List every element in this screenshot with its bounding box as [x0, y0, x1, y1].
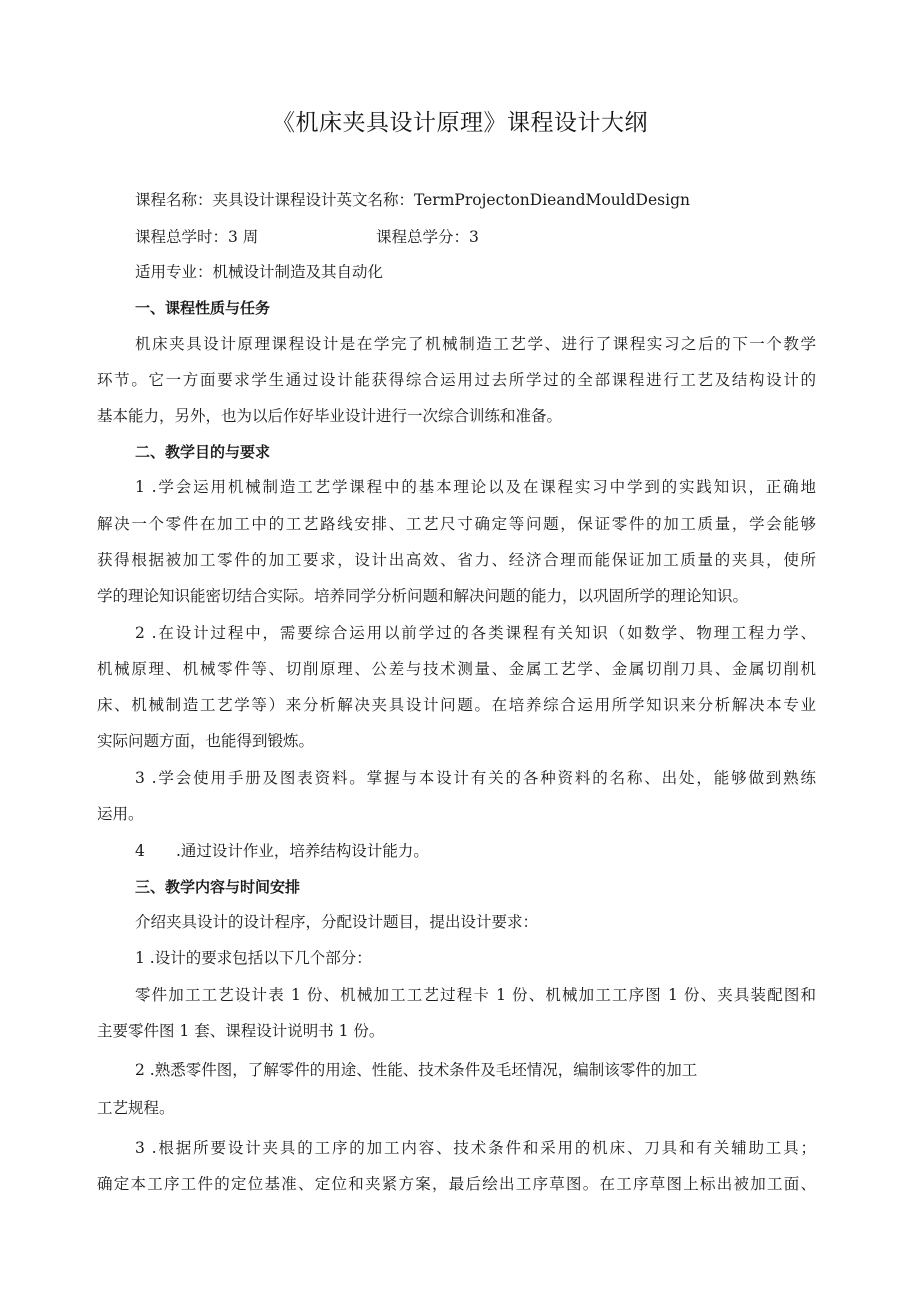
paragraph-line: 床、机械制造工艺学等）来分析解决夹具设计问题。在培养综合运用所学知识来分析解决本专业	[97, 696, 816, 714]
paragraph-line: 零件加工工艺设计表 1 份、机械加工工艺过程卡 1 份、机械加工工序图 1 份、夹具装配图和	[135, 986, 816, 1004]
section-heading-1: 一、课程性质与任务	[135, 299, 271, 317]
section-heading-3: 三、教学内容与时间安排	[135, 878, 301, 896]
paragraph-line: .通过设计作业，培养结构设计能力。	[176, 842, 429, 860]
paragraph-line: 介绍夹具设计的设计程序，分配设计题目，提出设计要求：	[135, 913, 539, 931]
course-hours: 课程总学时：3 周	[135, 228, 259, 246]
paragraph-line: 2 .在设计过程中，需要综合运用以前学过的各类课程有关知识（如数学、物理工程力学、	[135, 624, 816, 642]
paragraph-line: 机床夹具设计原理课程设计是在学完了机械制造工艺学、进行了课程实习之后的下一个教学	[135, 335, 816, 353]
paragraph-line: 机械原理、机械零件等、切削原理、公差与技术测量、金属工艺学、金属切削刀具、金属切削机	[97, 660, 816, 678]
paragraph-line: 工艺规程。	[97, 1099, 175, 1117]
paragraph-line: 2 .熟悉零件图，了解零件的用途、性能、技术条件及毛坯情况，编制该零件的加工	[135, 1061, 698, 1079]
paragraph-line: 主要零件图 1 套、课程设计说明书 1 份。	[97, 1022, 385, 1040]
course-name-line: 课程名称：夹具设计课程设计英文名称：TermProjectonDieandMouldDesign	[135, 191, 690, 209]
paragraph-line: 运用。	[97, 805, 144, 823]
course-credits: 课程总学分：3	[376, 228, 479, 246]
paragraph-line: 获得根据被加工零件的加工要求，设计出高效、省力、经济合理而能保证加工质量的夹具，使所	[97, 551, 816, 569]
document-title: 《机床夹具设计原理》课程设计大纲	[272, 110, 648, 136]
paragraph-line: 基本能力，另外，也为以后作好毕业设计进行一次综合训练和准备。	[97, 407, 563, 425]
section-heading-2: 二、教学目的与要求	[135, 443, 271, 461]
paragraph-line: 1 .设计的要求包括以下几个部分：	[135, 949, 372, 967]
paragraph-line: 1 .学会运用机械制造工艺学课程中的基本理论以及在课程实习中学到的实践知识，正确地	[135, 478, 816, 496]
paragraph-line: 学的理论知识能密切结合实际。培养同学分析问题和解决问题的能力，以巩固所学的理论知识。	[97, 587, 749, 605]
paragraph-line: 环节。它一方面要求学生通过设计能获得综合运用过去所学过的全部课程进行工艺及结构设计的	[97, 371, 816, 389]
paragraph-line: 3 .根据所要设计夹具的工序的加工内容、技术条件和采用的机床、刀具和有关辅助工具；	[135, 1139, 816, 1157]
paragraph-line: 确定本工序工件的定位基准、定位和夹紧方案，最后绘出工序草图。在工序草图上标出被加工面、	[97, 1175, 816, 1193]
paragraph-line: 实际问题方面，也能得到锻炼。	[97, 732, 315, 750]
paragraph-line: 解决一个零件在加工中的工艺路线安排、工艺尺寸确定等问题，保证零件的加工质量，学会能够	[97, 515, 816, 533]
list-number: 4	[135, 842, 145, 860]
course-major: 适用专业：机械设计制造及其自动化	[135, 263, 384, 281]
paragraph-line: 3 .学会使用手册及图表资料。掌握与本设计有关的各种资料的名称、出处，能够做到熟练	[135, 769, 816, 787]
